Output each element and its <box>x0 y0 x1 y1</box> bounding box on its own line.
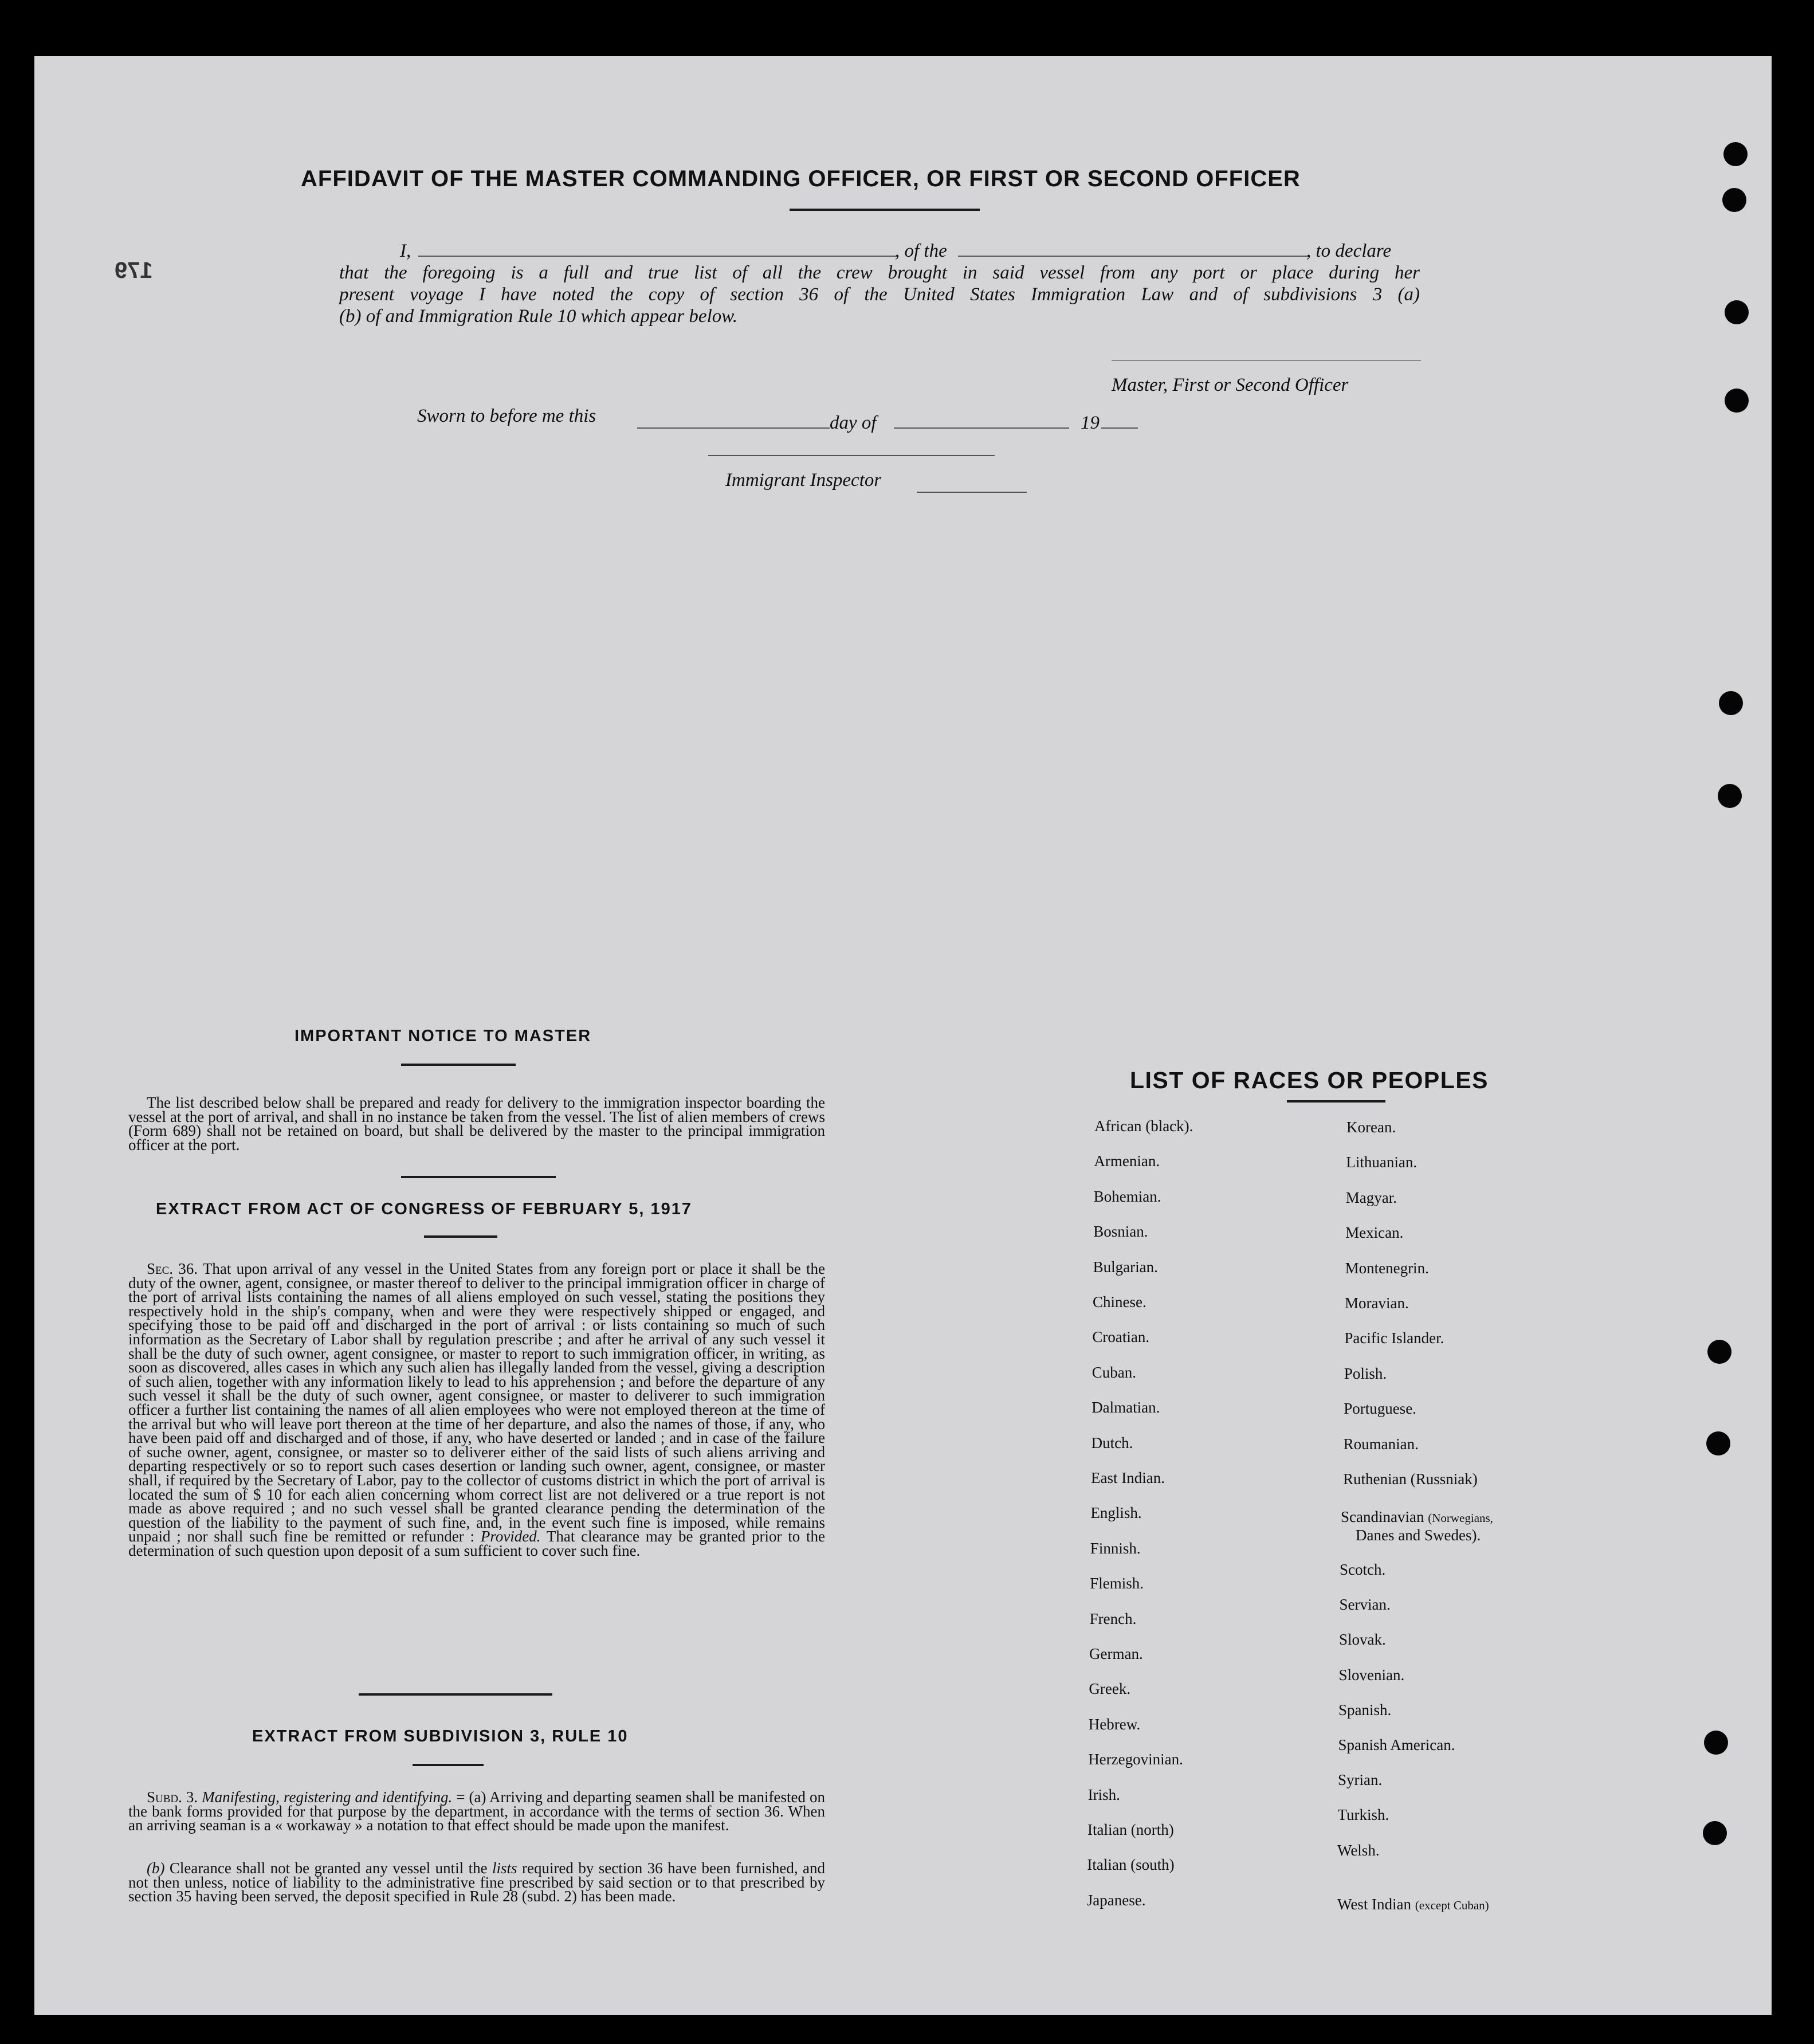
race-item: Armenian. <box>1094 1152 1160 1170</box>
race-item: Polish. <box>1344 1364 1387 1382</box>
subd-label: Subd. 3. <box>147 1788 198 1806</box>
races-underline <box>1287 1100 1385 1103</box>
notice-bottom-rule <box>401 1176 556 1178</box>
inspector-label: Immigrant Inspector <box>725 470 882 491</box>
race-item: Mexican. <box>1345 1224 1404 1242</box>
scandinavian-note: (Norwegians, <box>1428 1511 1493 1525</box>
race-item: Syrian. <box>1338 1771 1383 1789</box>
day-of-label: day of <box>830 413 877 433</box>
race-item: Welsh. <box>1337 1841 1380 1859</box>
punch-hole <box>1719 691 1743 715</box>
act-underline <box>424 1235 497 1238</box>
race-item: Dutch. <box>1091 1434 1133 1451</box>
race-item: Pacific Islander. <box>1344 1329 1444 1347</box>
west-indian-note: (except Cuban) <box>1415 1898 1489 1912</box>
race-item: Herzegovinian. <box>1088 1751 1183 1768</box>
act-body: That upon arrival of any vessel in the United States from any foreign port or place it shall be the duty of the owner, agent, consignee, or master thereof to deliver to the principal immigration officer in charge of the port of arrival lists containing the names of all aliens employed on such vessel, stating the positions they respectively hold in the ship's company, when and were they were respectively shipped or engaged, and specifying those to be paid off and discharged in the port of arrival : or lists containing so much of such information as the Secretary of Labor shall by regulation prescribe ; and after he arrival of any such vessel it shall be the duty of such owner, agent consignee, or master to report to such immigration officer, in writing, as soon as discovered, alles cases in which any such alien has illegally landed from the vessel, giving a description of such alien, together with any information likely to lead to his apprehension ; and before the departure of any such vessel it shall be the duty of such owner, agent consignee, or master to deliverer to such immigration officer a further list containing the names of all alien employees who were not employed thereon at the time of the arrival but who will leave port thereon at the time of her departure, and also the names of those, if any, who have been paid off and discharged and of those, if any, who have deserted or landed ; and in case of the failure of suche owner, agent, consignee, or master so to deliverer either of the said lists of such aliens arriving and departing respectively or so to report such cases desertion or landing such owner, agent, consignee, or master shall, if required by the Secretary of Labor, pay to the collector of customs district in which the port of arrival is located the sum of $ 10 for each alien concerning whom correct list are not delivered or a true report is not made as above required ; and no such vessel shall be granted clearance pending the determination of the question of the liability to the payment of such fine, and, in the event such fine is imposed, while remains unpaid ; nor shall such fine be remitted or refunder : <box>128 1260 826 1545</box>
punch-hole <box>1706 1431 1730 1455</box>
act-title: EXTRACT FROM ACT OF CONGRESS OF FEBRUARY 5, 1917 <box>156 1200 693 1218</box>
vessel-field[interactable] <box>958 256 1309 257</box>
rule-text-b <box>128 1861 825 1904</box>
b-label: (b) <box>147 1859 165 1877</box>
race-item: Italian (north) <box>1087 1821 1174 1838</box>
race-item: East Indian. <box>1091 1469 1165 1486</box>
race-item: Bosnian. <box>1093 1223 1148 1241</box>
race-item: English. <box>1090 1504 1142 1522</box>
race-item: Italian (south) <box>1087 1856 1175 1874</box>
race-item: Finnish. <box>1090 1539 1141 1557</box>
race-item: Montenegrin. <box>1345 1259 1429 1277</box>
race-item: French. <box>1089 1610 1137 1627</box>
rule-text-a <box>128 1790 825 1833</box>
punch-hole <box>1723 142 1748 166</box>
race-item: Croatian. <box>1092 1328 1150 1346</box>
punch-hole <box>1725 389 1749 413</box>
race-scandinavian <box>1341 1508 1493 1526</box>
race-item: Cuban. <box>1091 1363 1137 1381</box>
punch-hole <box>1704 1731 1728 1755</box>
notice-underline <box>401 1064 516 1066</box>
sworn-label: Sworn to before me this <box>417 406 596 426</box>
race-item: Slovak. <box>1339 1631 1386 1649</box>
subd-title: Manifesting, registering and identifying. <box>202 1788 453 1806</box>
affidavit-line-2: present voyage I have noted the copy of section 36 of the United States Immigration Law and of subdivisions 3 (a) <box>339 284 1420 305</box>
race-item: Bohemian. <box>1093 1187 1161 1205</box>
rule-underline <box>413 1764 484 1766</box>
race-item: Korean. <box>1346 1119 1396 1136</box>
race-item: African (black). <box>1094 1117 1193 1135</box>
race-item: Roumanian. <box>1343 1435 1419 1453</box>
act-body-end: That clearance may be granted prior to the determination of such question upon deposit of a sum sufficient to cover such fine. <box>128 1528 826 1559</box>
race-item: Moravian. <box>1345 1294 1409 1312</box>
race-scandinavian-line2: Danes and Swedes). <box>1356 1527 1481 1544</box>
race-item: Hebrew. <box>1088 1715 1141 1733</box>
race-item: Bulgarian. <box>1093 1258 1158 1276</box>
notice-text: The list described below shall be prepared and ready for delivery to the immigration inspector boarding the vessel at the port of arrival, and shall in no instance be taken from the vessel. The list of alien members of crews (Form 689) shall not be retained on board, but shall be delivered by the master to the principal immigration officer at the port. <box>128 1094 825 1154</box>
lists-word: lists <box>492 1859 517 1877</box>
inspector-line-field[interactable] <box>917 492 1027 493</box>
signature-label: Master, First or Second Officer <box>1112 375 1349 395</box>
west-indian-label: West Indian <box>1337 1896 1412 1913</box>
punch-hole <box>1722 188 1746 212</box>
provided-word: Provided. <box>480 1528 541 1545</box>
margin-number: 179 <box>115 258 153 283</box>
race-item: Turkish. <box>1337 1806 1389 1824</box>
subd-a-text: = (a) Arriving and departing seamen shall be manifested on the bank forms provided for that purpose by the department, in accordance with the terms of section 36. When an arriving seaman is a « workaway » a notation to that effect should be made upon the manifest. <box>128 1788 825 1834</box>
race-item: Ruthenian (Russniak) <box>1343 1470 1478 1488</box>
affidavit-title: AFFIDAVIT OF THE MASTER COMMANDING OFFICER, OR FIRST OR SECOND OFFICER <box>301 166 1301 191</box>
races-title: LIST OF RACES OR PEOPLES <box>1130 1067 1489 1093</box>
race-item: Servian. <box>1339 1596 1391 1614</box>
sworn-day-field[interactable] <box>637 427 830 429</box>
race-item: Scotch. <box>1340 1561 1386 1578</box>
sec-label: Sec. 36. <box>147 1260 198 1277</box>
punch-hole <box>1718 784 1742 808</box>
sworn-year-field[interactable] <box>1101 427 1138 429</box>
act-text <box>128 1262 825 1557</box>
race-item: Irish. <box>1087 1786 1120 1803</box>
affidavit-line-3: (b) of and Immigration Rule 10 which appear below. <box>339 306 738 327</box>
affidavit-line-1: that the foregoing is a full and true list of all the crew brought in said vessel from any port or place during her <box>339 262 1420 283</box>
race-item: Slovenian. <box>1338 1666 1405 1684</box>
notice-title: IMPORTANT NOTICE TO MASTER <box>295 1027 592 1045</box>
subd-b-text-1: Clearance shall not be granted any vessel until the <box>169 1859 488 1877</box>
race-item: Greek. <box>1089 1680 1131 1698</box>
i-label: I, <box>400 241 411 261</box>
signature-field[interactable] <box>1112 360 1421 361</box>
inspector-signature-field[interactable] <box>708 455 995 456</box>
year-prefix: 19 <box>1081 413 1100 433</box>
race-item: Chinese. <box>1093 1293 1146 1311</box>
document-page <box>34 56 1772 2015</box>
of-the-label: , of the <box>895 241 947 261</box>
race-item: Dalmatian. <box>1091 1399 1160 1417</box>
race-item: Magyar. <box>1345 1188 1397 1206</box>
race-item: Spanish. <box>1338 1701 1392 1719</box>
act-bottom-rule <box>359 1693 552 1696</box>
name-field[interactable] <box>418 256 898 257</box>
race-item: German. <box>1089 1645 1143 1662</box>
punch-hole <box>1725 300 1749 324</box>
subd-b-text-2: required by section 36 have been furnished, and not then unless, notice of liability to the administrative fine prescribed by said section or to that prescribed by section 35 having been served, the deposit specified in Rule 28 (subd. 2) has been made. <box>128 1859 825 1905</box>
sworn-month-field[interactable] <box>894 427 1069 429</box>
race-item: Portuguese. <box>1344 1400 1416 1418</box>
race-item: Japanese. <box>1086 1891 1146 1909</box>
punch-hole <box>1707 1340 1731 1364</box>
punch-hole <box>1703 1821 1727 1845</box>
race-item: Flemish. <box>1090 1575 1144 1592</box>
race-item: Lithuanian. <box>1346 1154 1418 1171</box>
to-declare-label: , to declare <box>1306 241 1392 261</box>
rule-title: EXTRACT FROM SUBDIVISION 3, RULE 10 <box>252 1727 629 1745</box>
scandinavian-label: Scandinavian <box>1341 1508 1424 1525</box>
race-west-indian <box>1337 1896 1489 1913</box>
title-underline <box>790 209 980 211</box>
race-item: Spanish American. <box>1338 1736 1455 1753</box>
